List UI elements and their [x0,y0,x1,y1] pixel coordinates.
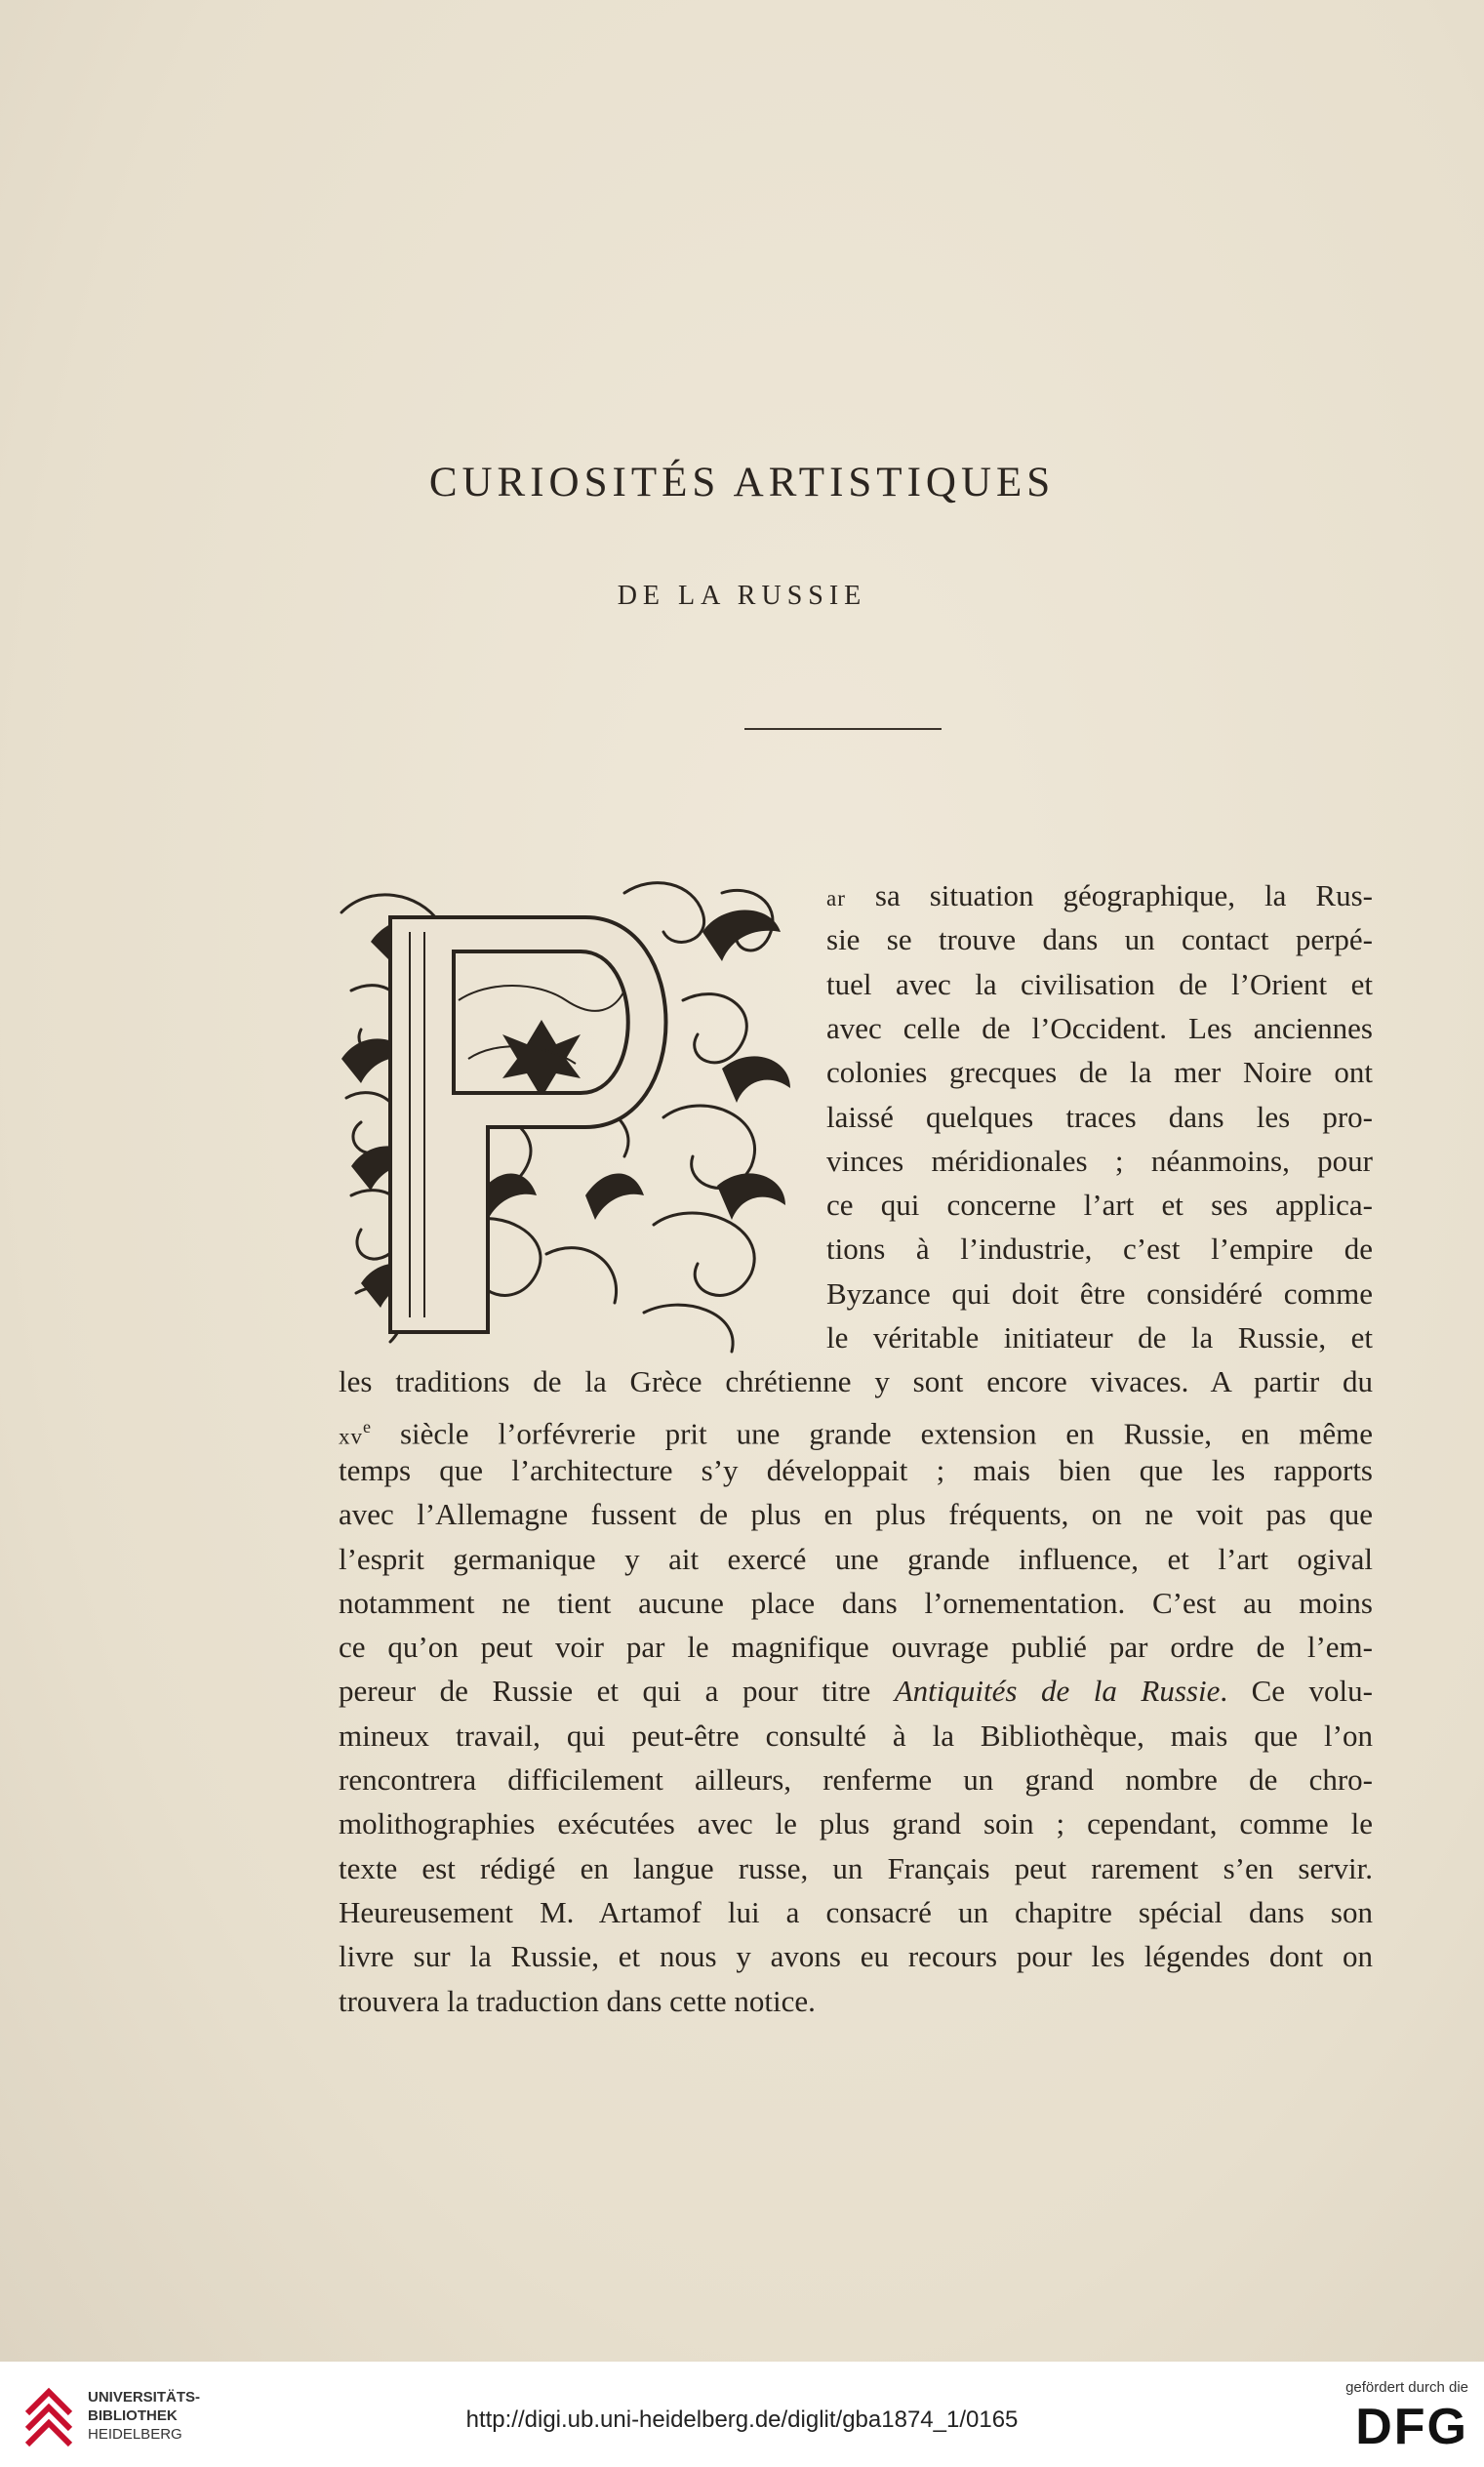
text-segment: siècle l’orfévrerie prit une grande extension en Russie, en même [371,1416,1373,1451]
text-line [826,962,1373,1007]
book-title: Antiquités de la Russie [894,1674,1221,1708]
text-line [339,1890,1373,1935]
text-segment: avec l’Allemagne fussent de plus en plus fréquents, on ne voit pas que [339,1497,1373,1531]
text-line [339,1979,1373,2024]
text-segment: rencontrera difficilement ailleurs, renferme un grand nombre de chro- [339,1762,1373,1797]
text-segment: avec celle de l’Occident. Les anciennes [826,1011,1373,1045]
text-segment: ar [826,886,846,910]
text-segment: molithographies exécutées avec le plus grand soin ; cependant, comme le [339,1806,1373,1840]
text-line [339,1758,1373,1802]
text-segment: tuel avec la civilisation de l’Orient et [826,967,1373,1001]
text-segment: les traditions de la Grèce chrétienne y sont encore vivaces. A partir du [339,1364,1373,1398]
text-line [339,1537,1373,1582]
text-line [339,1359,1373,1404]
text-line [339,1669,1373,1714]
text-segment: vinces méridionales ; néanmoins, pour [826,1144,1373,1178]
text-segment: . Ce volu- [1220,1674,1373,1708]
text-line [826,1095,1373,1140]
text-line [339,1846,1373,1891]
funded-by-label: gefördert durch die [1345,2379,1468,2396]
text-segment: Byzance qui doit être considéré comme [826,1276,1373,1311]
text-line [826,1315,1373,1360]
text-line [826,1183,1373,1228]
text-line [339,1581,1373,1626]
library-line-3: HEIDELBERG [88,2426,182,2443]
text-line [339,1801,1373,1846]
text-segment: temps que l’architecture s’y développait ; mais bien que les rapports [339,1453,1373,1487]
text-segment: livre sur la Russie, et nous y avons eu recours pour les légendes dont on [339,1939,1373,1973]
article-title: CURIOSITÉS ARTISTIQUES [428,460,1056,506]
text-line [339,1934,1373,1979]
show-through [322,176,1376,859]
text-segment: laissé quelques traces dans les pro- [826,1100,1373,1134]
decorated-initial-p-icon [332,873,796,1361]
page-url-link[interactable]: http://digi.ub.uni-heidelberg.de/diglit/gba1874_1/0165 [465,2406,1019,2433]
dfg-logo: DFG [1355,2399,1468,2455]
text-segment: ce qui concerne l’art et ses applica- [826,1188,1373,1222]
text-segment: e [363,1417,371,1436]
text-line [826,1227,1373,1272]
text-segment: sie se trouve dans un contact perpé- [826,922,1373,956]
text-segment: trouvera la traduction dans cette notice. [339,1984,816,2018]
text-segment: le véritable initiateur de la Russie, et [826,1320,1373,1355]
text-segment: pereur de Russie et qui a pour titre [339,1674,895,1708]
text-segment: xv [339,1424,363,1449]
text-segment: tions à l’industrie, c’est l’empire de [826,1232,1373,1266]
text-line [826,1272,1373,1316]
article-subtitle: DE LA RUSSIE [617,581,867,611]
text-segment: texte est rédigé en langue russe, un Français peut rarement s’en servir. [339,1851,1373,1885]
text-line [339,1404,1373,1449]
text-line [826,917,1373,962]
text-segment: notamment ne tient aucune place dans l’ornementation. C’est au moins [339,1586,1373,1620]
library-line-1: UNIVERSITÄTS- [88,2389,201,2406]
text-segment: ce qu’on peut voir par le magnifique ouvrage publié par ordre de l’em- [339,1630,1373,1664]
text-line [826,873,1373,918]
text-line [826,1050,1373,1095]
text-segment: colonies grecques de la mer Noire ont [826,1055,1373,1089]
text-line [339,1625,1373,1670]
text-segment: l’esprit germanique y ait exercé une grande influence, et l’art ogival [339,1542,1373,1576]
text-line [826,1139,1373,1184]
text-line [339,1714,1373,1759]
text-segment: Heureusement M. Artamof lui a consacré un chapitre spécial dans son [339,1895,1373,1929]
library-line-2: BIBLIOTHEK [88,2407,178,2424]
text-segment: sa situation géographique, la Rus- [845,878,1373,912]
text-segment: mineux travail, qui peut-être consulté à la Bibliothèque, mais que l’on [339,1719,1373,1753]
text-line [339,1448,1373,1493]
text-line [826,1006,1373,1051]
text-line [339,1492,1373,1537]
title-rule [744,728,942,730]
